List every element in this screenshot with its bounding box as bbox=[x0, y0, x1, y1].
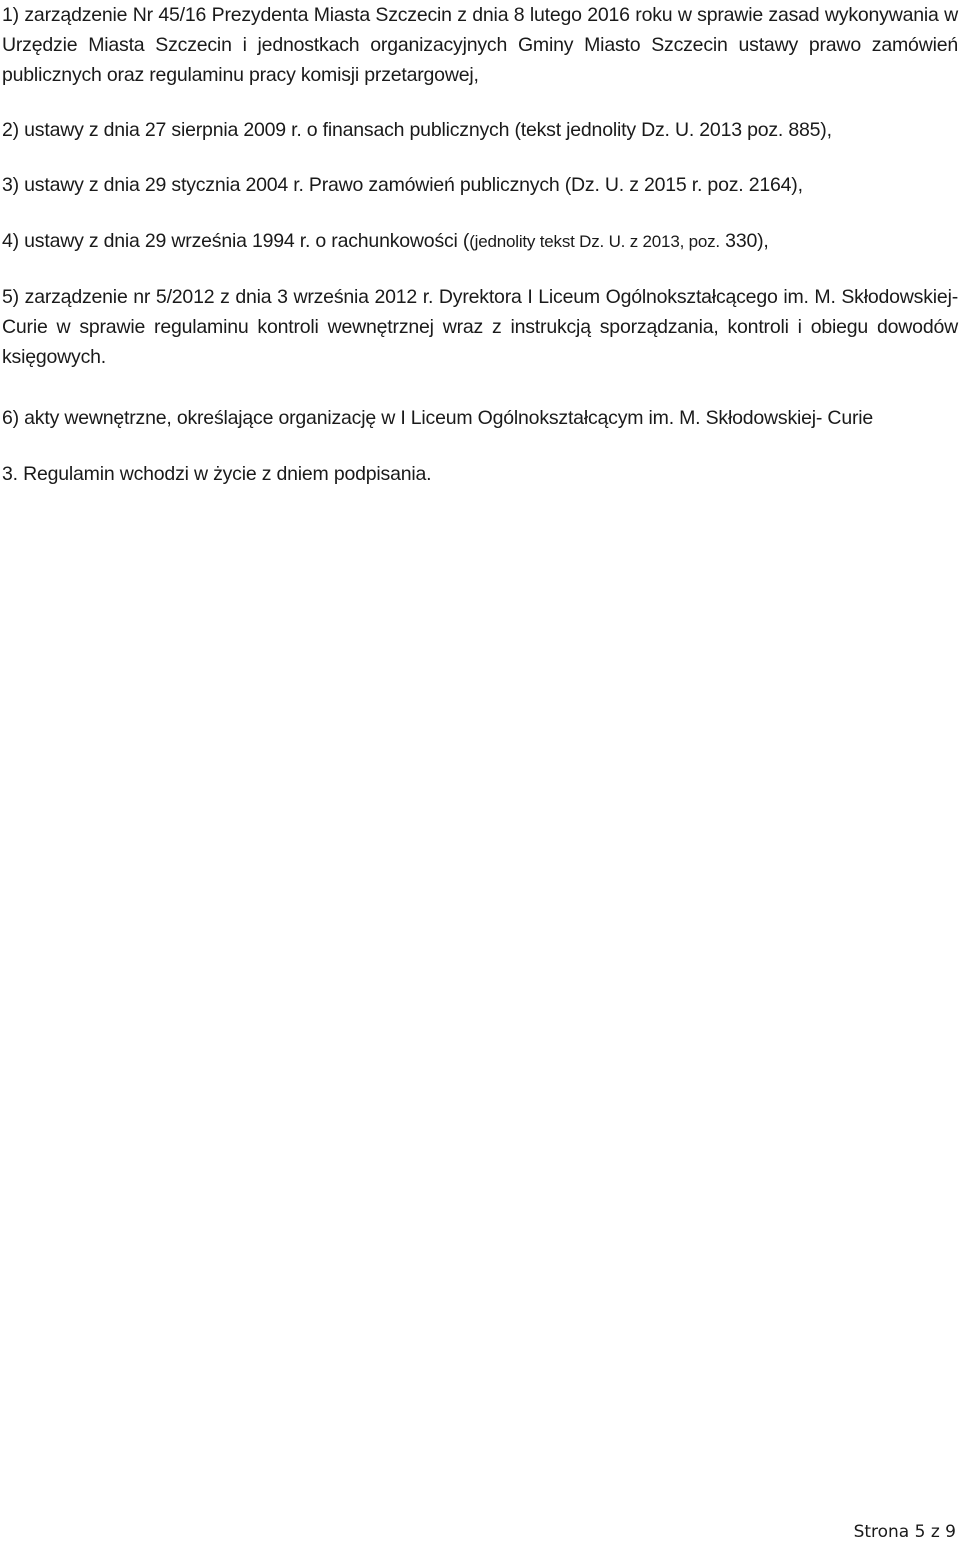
list-item-4-small: (jednolity tekst Dz. U. z 2013, poz. bbox=[469, 232, 720, 251]
closing-clause: 3. Regulamin wchodzi w życie z dniem podpisania. bbox=[2, 463, 432, 485]
list-item-2: 2) ustawy z dnia 27 sierpnia 2009 r. o finansach publicznych (tekst jednolity Dz. U. 2013 poz. 885), bbox=[2, 119, 832, 141]
list-item-4-main: 4) ustawy z dnia 29 września 1994 r. o rachunkowości ( bbox=[2, 230, 470, 252]
list-item-1: 1) zarządzenie Nr 45/16 Prezydenta Miasta Szczecin z dnia 8 lutego 2016 roku w sprawie zasad wykonywania w Urzędzie Miasta Szczecin i jednostkach organizacyjnych Gminy Miasto Szczecin ustawy prawo zamówień publicznych oraz regulaminu pracy komisji przetargowej, bbox=[2, 4, 958, 86]
list-item-4 bbox=[2, 226, 958, 257]
list-item-5: 5) zarządzenie nr 5/2012 z dnia 3 września 2012 r. Dyrektora I Liceum Ogólnokształcącego im. M. Skłodowskiej- Curie w sprawie regulaminu kontroli wewnętrznej wraz z instrukcją sporządzania, kontroli i obiegu dowodów księgowych. bbox=[2, 286, 958, 368]
list-item-6: 6) akty wewnętrzne, określające organizację w I Liceum Ogólnokształcącym im. M. Skłodowskiej- Curie bbox=[2, 407, 874, 429]
list-item-4-tail: 330), bbox=[719, 230, 769, 252]
page-number: Strona 5 z 9 bbox=[853, 1522, 956, 1542]
list-item-3: 3) ustawy z dnia 29 stycznia 2004 r. Prawo zamówień publicznych (Dz. U. z 2015 r. poz. 2164), bbox=[2, 174, 803, 196]
